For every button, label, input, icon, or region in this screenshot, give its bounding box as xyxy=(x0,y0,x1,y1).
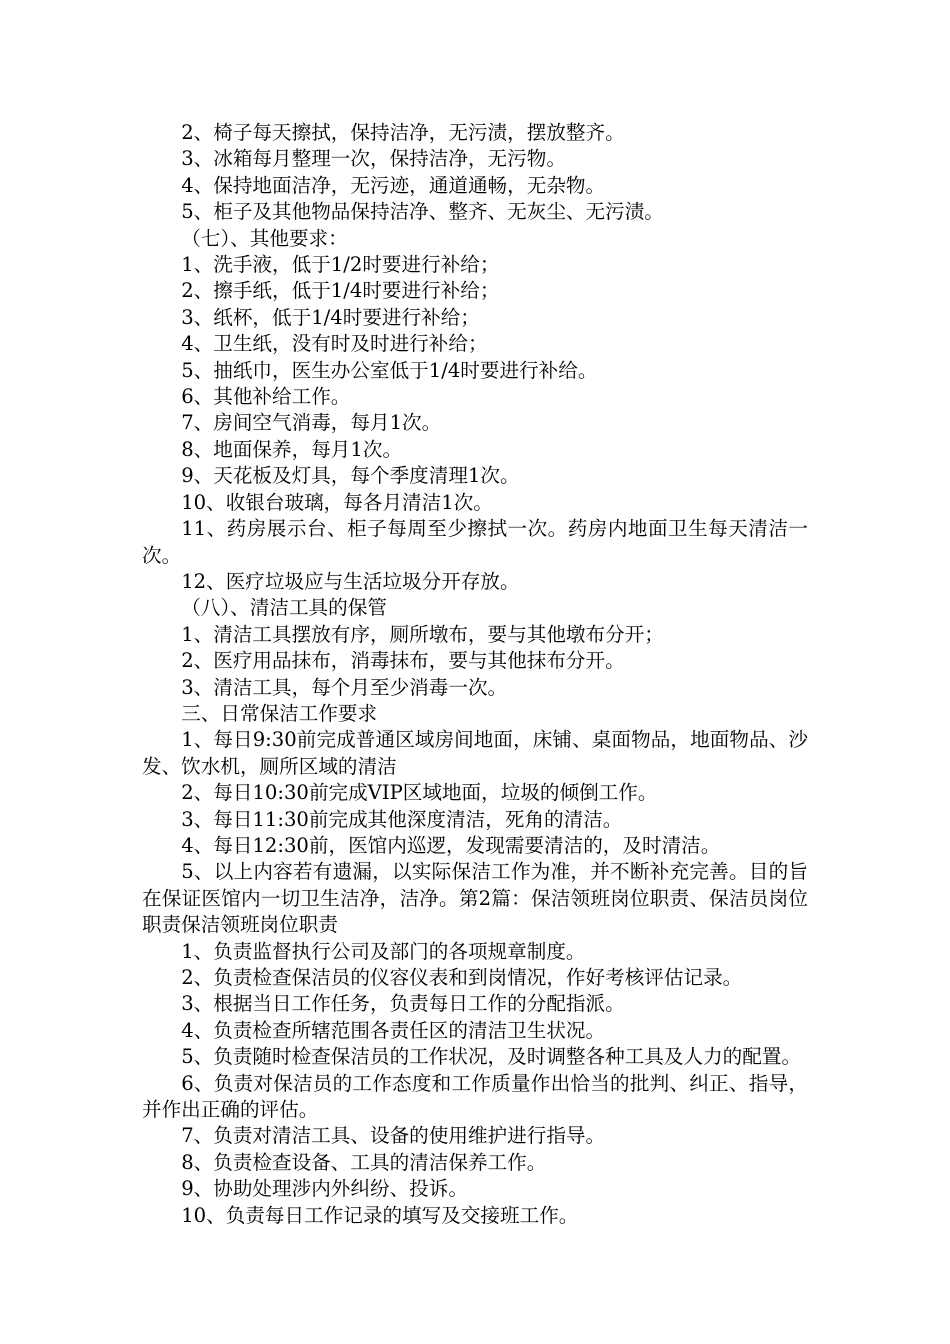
paragraph: 6、负责对保洁员的工作态度和工作质量作出恰当的批判、纠正、指导，并作出正确的评估。 xyxy=(142,1071,808,1122)
paragraph: 5、柜子及其他物品保持洁净、整齐、无灰尘、无污渍。 xyxy=(181,200,664,224)
paragraph: 2、医疗用品抹布，消毒抹布，要与其他抹布分开。 xyxy=(181,649,625,673)
paragraph: 3、清洁工具，每个月至少消毒一次。 xyxy=(181,675,508,699)
paragraph: 4、负责检查所辖范围各责任区的清洁卫生状况。 xyxy=(181,1018,606,1042)
paragraph: 2、每日10:30前完成VIP区域地面，垃圾的倾倒工作。 xyxy=(181,781,658,805)
paragraph: 10、负责每日工作记录的填写及交接班工作。 xyxy=(181,1203,579,1227)
paragraph: 1、负责监督执行公司及部门的各项规章制度。 xyxy=(181,939,586,963)
paragraph: 1、清洁工具摆放有序，厕所墩布，要与其他墩布分开； xyxy=(181,622,664,646)
paragraph: 12、医疗垃圾应与生活垃圾分开存放。 xyxy=(181,569,520,593)
paragraph: 4、卫生纸，没有时及时进行补给； xyxy=(181,332,488,356)
paragraph: 8、负责检查设备、工具的清洁保养工作。 xyxy=(181,1150,547,1174)
paragraph: 9、协助处理涉内外纠纷、投诉。 xyxy=(181,1177,468,1201)
paragraph: 11、药房展示台、柜子每周至少擦拭一次。药房内地面卫生每天清洁一次。 xyxy=(142,517,808,567)
paragraph: 3、纸杯，低于1/4时要进行补给； xyxy=(181,305,480,329)
paragraph: 2、负责检查保洁员的仪容仪表和到岗情况，作好考核评估记录。 xyxy=(181,966,743,989)
paragraph: 4、保持地面洁净，无污迹，通道通畅，无杂物。 xyxy=(181,173,606,197)
document-page xyxy=(142,120,808,1229)
paragraph: （七）、其他要求： xyxy=(181,226,348,250)
paragraph: 6、其他补给工作。 xyxy=(181,385,351,409)
paragraph: 2、椅子每天擦拭，保持洁净，无污渍，摆放整齐。 xyxy=(181,121,625,144)
paragraph: 1、洗手液，低于1/2时要进行补给； xyxy=(181,253,500,277)
paragraph: 10、收银台玻璃，每各月清洁1次。 xyxy=(181,490,493,514)
paragraph: 4、每日12:30前，医馆内巡逻，发现需要清洁的，及时清洁。 xyxy=(181,833,721,857)
paragraph: 3、冰箱每月整理一次，保持洁净，无污物。 xyxy=(181,147,566,171)
paragraph: 5、抽纸巾，医生办公室低于1/4时要进行补给。 xyxy=(181,358,598,382)
paragraph: 3、根据当日工作任务，负责每日工作的分配指派。 xyxy=(181,992,625,1016)
paragraph: 三、日常保洁工作要求 xyxy=(181,701,378,725)
paragraph: 8、地面保养，每月1次。 xyxy=(181,437,403,461)
paragraph: （八）、清洁工具的保管 xyxy=(181,596,387,620)
paragraph: 7、负责对清洁工具、设备的使用维护进行指导。 xyxy=(181,1124,606,1148)
paragraph: 1、每日9:30前完成普通区域房间地面，床铺、桌面物品，地面物品、沙发、饮水机，厕所区域的清洁 xyxy=(142,728,808,778)
paragraph: 9、天花板及灯具，每个季度清理1次。 xyxy=(181,464,520,488)
paragraph: 5、以上内容若有遗漏，以实际保洁工作为准，并不断补充完善。目的旨在保证医馆内一切卫生洁净，洁净。第2篇：保洁领班岗位职责、保洁员岗位职责保洁领班岗位职责 xyxy=(142,860,808,937)
paragraph: 7、房间空气消毒，每月1次。 xyxy=(181,411,442,435)
paragraph: 5、负责随时检查保洁员的工作状况，及时调整各种工具及人力的配置。 xyxy=(181,1045,802,1069)
paragraph: 3、每日11:30前完成其他深度清洁，死角的清洁。 xyxy=(181,807,623,831)
paragraph: 2、擦手纸，低于1/4时要进行补给； xyxy=(181,279,500,303)
